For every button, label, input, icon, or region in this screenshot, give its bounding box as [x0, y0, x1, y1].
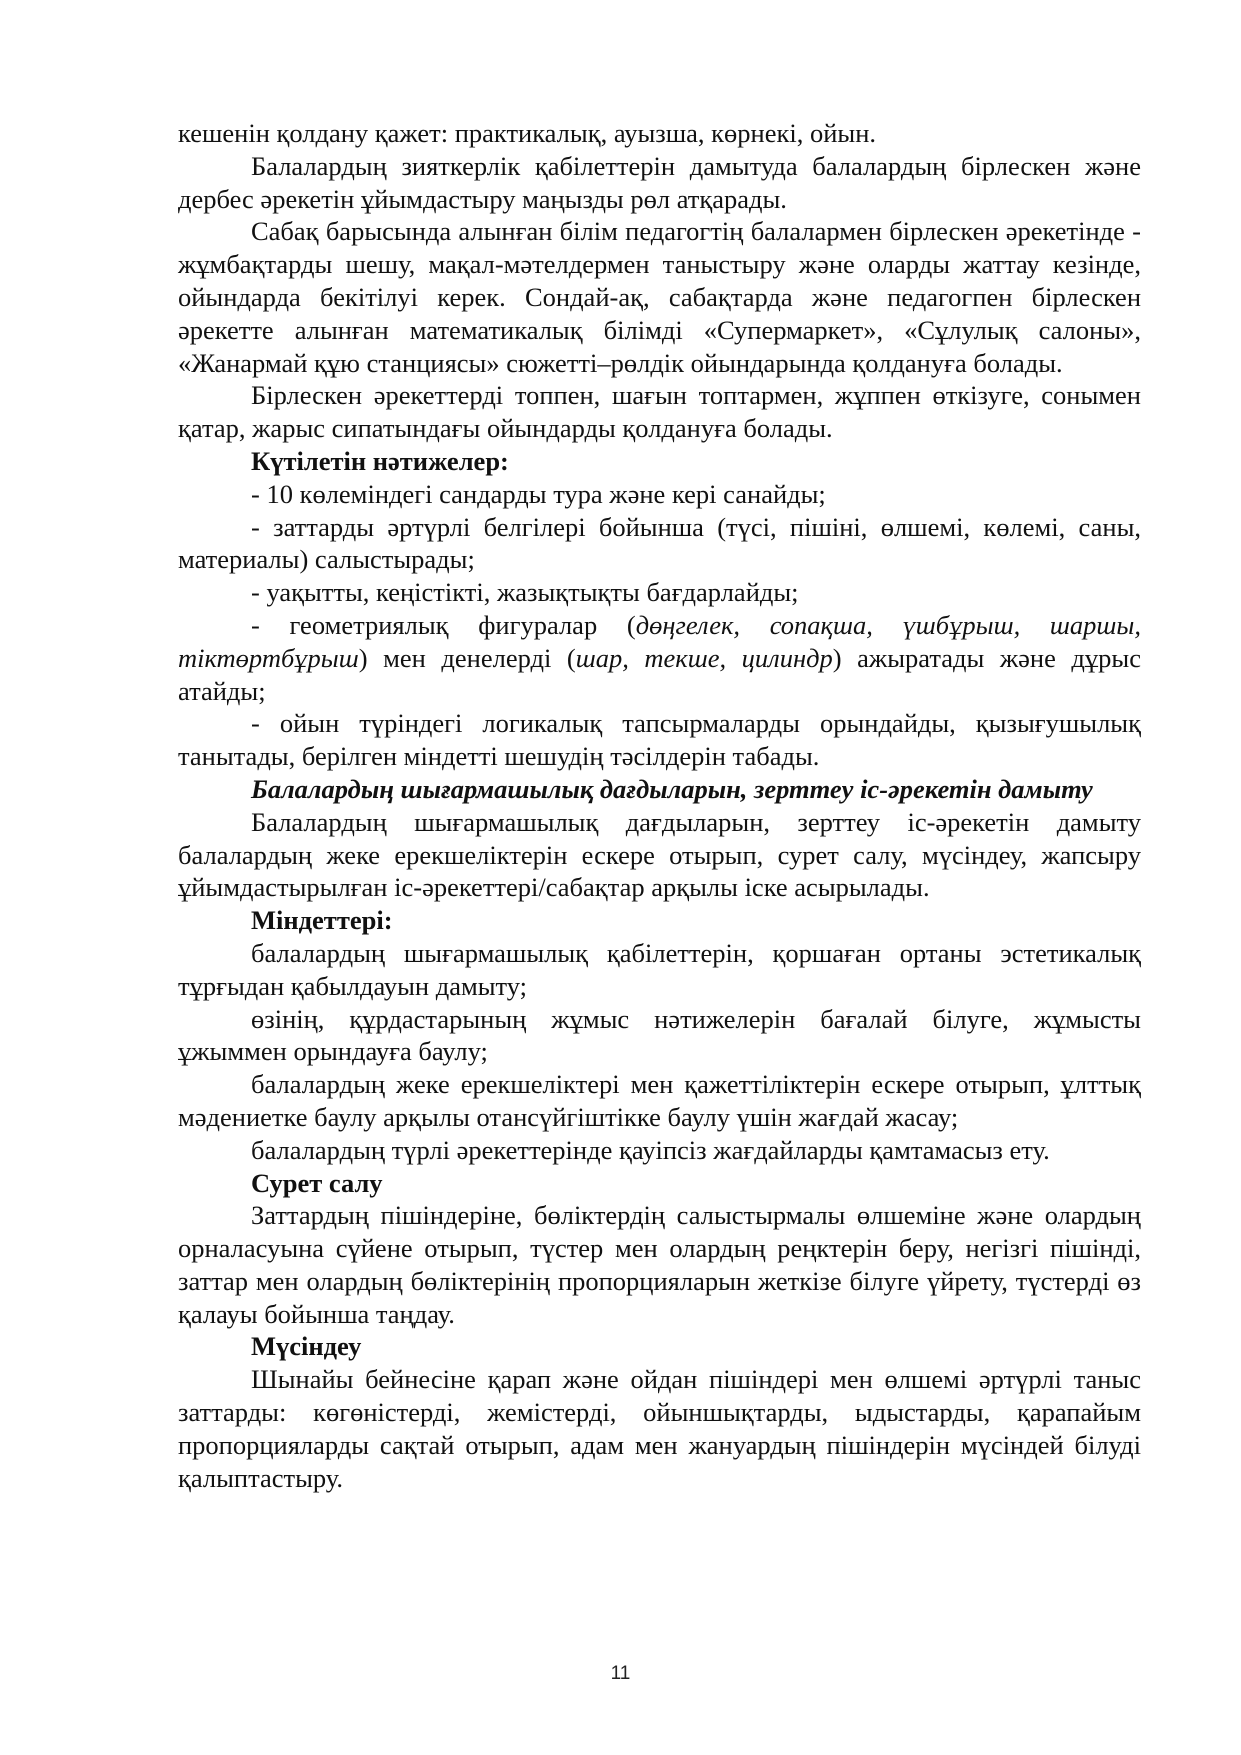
paragraph: кешенін қолдану қажет: практикалық, ауызша, көрнекі, ойын.	[178, 118, 877, 148]
paragraph: Сабақ барысында алынған білім педагогтің балалармен бірлескен әрекетінде - жұмбақтарды шешу, мақал-мәтелдермен таныстыру және оларды жаттау кезінде, ойындарда бекітілуі керек. Сондай-ақ, сабақтарда және педагогпен бірлескен әрекетте алынған математикалық білімді «Супермаркет», «Сұлулық салоны», «Жанармай құю станциясы» сюжетті–рөлдік ойындарында қолдануға болады.	[178, 216, 1141, 378]
result-item: - 10 көлеміндегі сандарды тура және кері санайды;	[251, 478, 826, 509]
result-item	[178, 609, 1141, 707]
result-item: - уақытты, кеңістікті, жазықтықты бағдарлайды;	[251, 577, 799, 608]
text-run: - геометриялық фигуралар (	[251, 609, 636, 640]
paragraph: Заттардың пішіндеріне, бөліктердің салыстырмалы өлшеміне және олардың орналасуына сүйене отырып, түстер мен олардың реңктерін беру, негізгі пішінді, заттар мен олардың бөліктерінің пропорцияларын жеткізе білуге үйрету, түстерді өз қалауы бойынша таңдау.	[178, 1200, 1141, 1329]
page-number: 11	[610, 1663, 631, 1684]
heading-tasks: Міндеттері:	[251, 905, 393, 936]
heading-drawing: Сурет салу	[251, 1167, 383, 1198]
task-item: балалардың түрлі әрекеттерінде қауіпсіз жағдайларды қамтамасыз ету.	[251, 1134, 1050, 1165]
heading-expected-results: Күтілетін нәтижелер:	[251, 445, 509, 476]
text-run: ) мен денелерді (	[358, 642, 576, 673]
section-heading: Балалардың шығармашылық дағдыларын, зерттеу іс-әрекетін дамыту	[251, 773, 1093, 804]
task-item: балалардың шығармашылық қабілеттерін, қоршаған ортаны эстетикалық тұрғыдан қабылдауын дамыту;	[178, 937, 1141, 1001]
paragraph: Балалардың зияткерлік қабілеттерін дамытуда балалардың бірлескен және дербес әрекетін ұйымдастыру маңызды рөл атқарады.	[178, 150, 1141, 214]
result-item: - заттарды әртүрлі белгілері бойынша (түсі, пішіні, өлшемі, көлемі, саны, материалы) салыстырады;	[178, 511, 1141, 575]
italic-text: шар, текше, цилиндр	[575, 642, 833, 673]
paragraph: Бірлескен әрекеттерді топпен, шағын топтармен, жұппен өткізуге, сонымен қатар, жарыс сипатындағы ойындарды қолдануға болады.	[178, 380, 1141, 444]
document-page	[178, 117, 1141, 1494]
text-run: ) ажыратады және дұрыс атайды;	[178, 642, 1141, 706]
task-item: балалардың жеке ерекшеліктері мен қажеттіліктерін ескере отырып, ұлттық мәдениетке баулу арқылы отансүйгіштікке баулу үшін жағдай жасау;	[178, 1069, 1141, 1132]
italic-text: дөңгелек, сопақша, үшбұрыш, шаршы, тіктөртбұрыш	[178, 609, 1142, 673]
result-item: - ойын түріндегі логикалық тапсырмаларды орындайды, қызығушылық танытады, берілген міндетті шешудің тәсілдерін табады.	[178, 708, 1141, 772]
task-item: өзінің, құрдастарының жұмыс нәтижелерін бағалай білуге, жұмысты ұжыммен орындауға баулу;	[178, 1003, 1141, 1067]
heading-modeling: Мүсіндеу	[251, 1331, 362, 1362]
paragraph: Шынайы бейнесіне қарап және ойдан пішіндері мен өлшемі әртүрлі таныс заттарды: көгөністерді, жемістерді, ойыншықтарды, ыдыстарды, қарапайым пропорцияларды сақтай отырып, адам мен жануардың пішіндерін мүсіндей білуді қалыптастыру.	[178, 1364, 1141, 1493]
paragraph: Балалардың шығармашылық дағдыларын, зерттеу іс-әрекетін дамыту балалардың жеке ерекшеліктерін ескере отырып, сурет салу, мүсіндеу, жапсыру ұйымдастырылған іс-әрекеттері/сабақтар арқылы іске асырылады.	[178, 806, 1141, 903]
